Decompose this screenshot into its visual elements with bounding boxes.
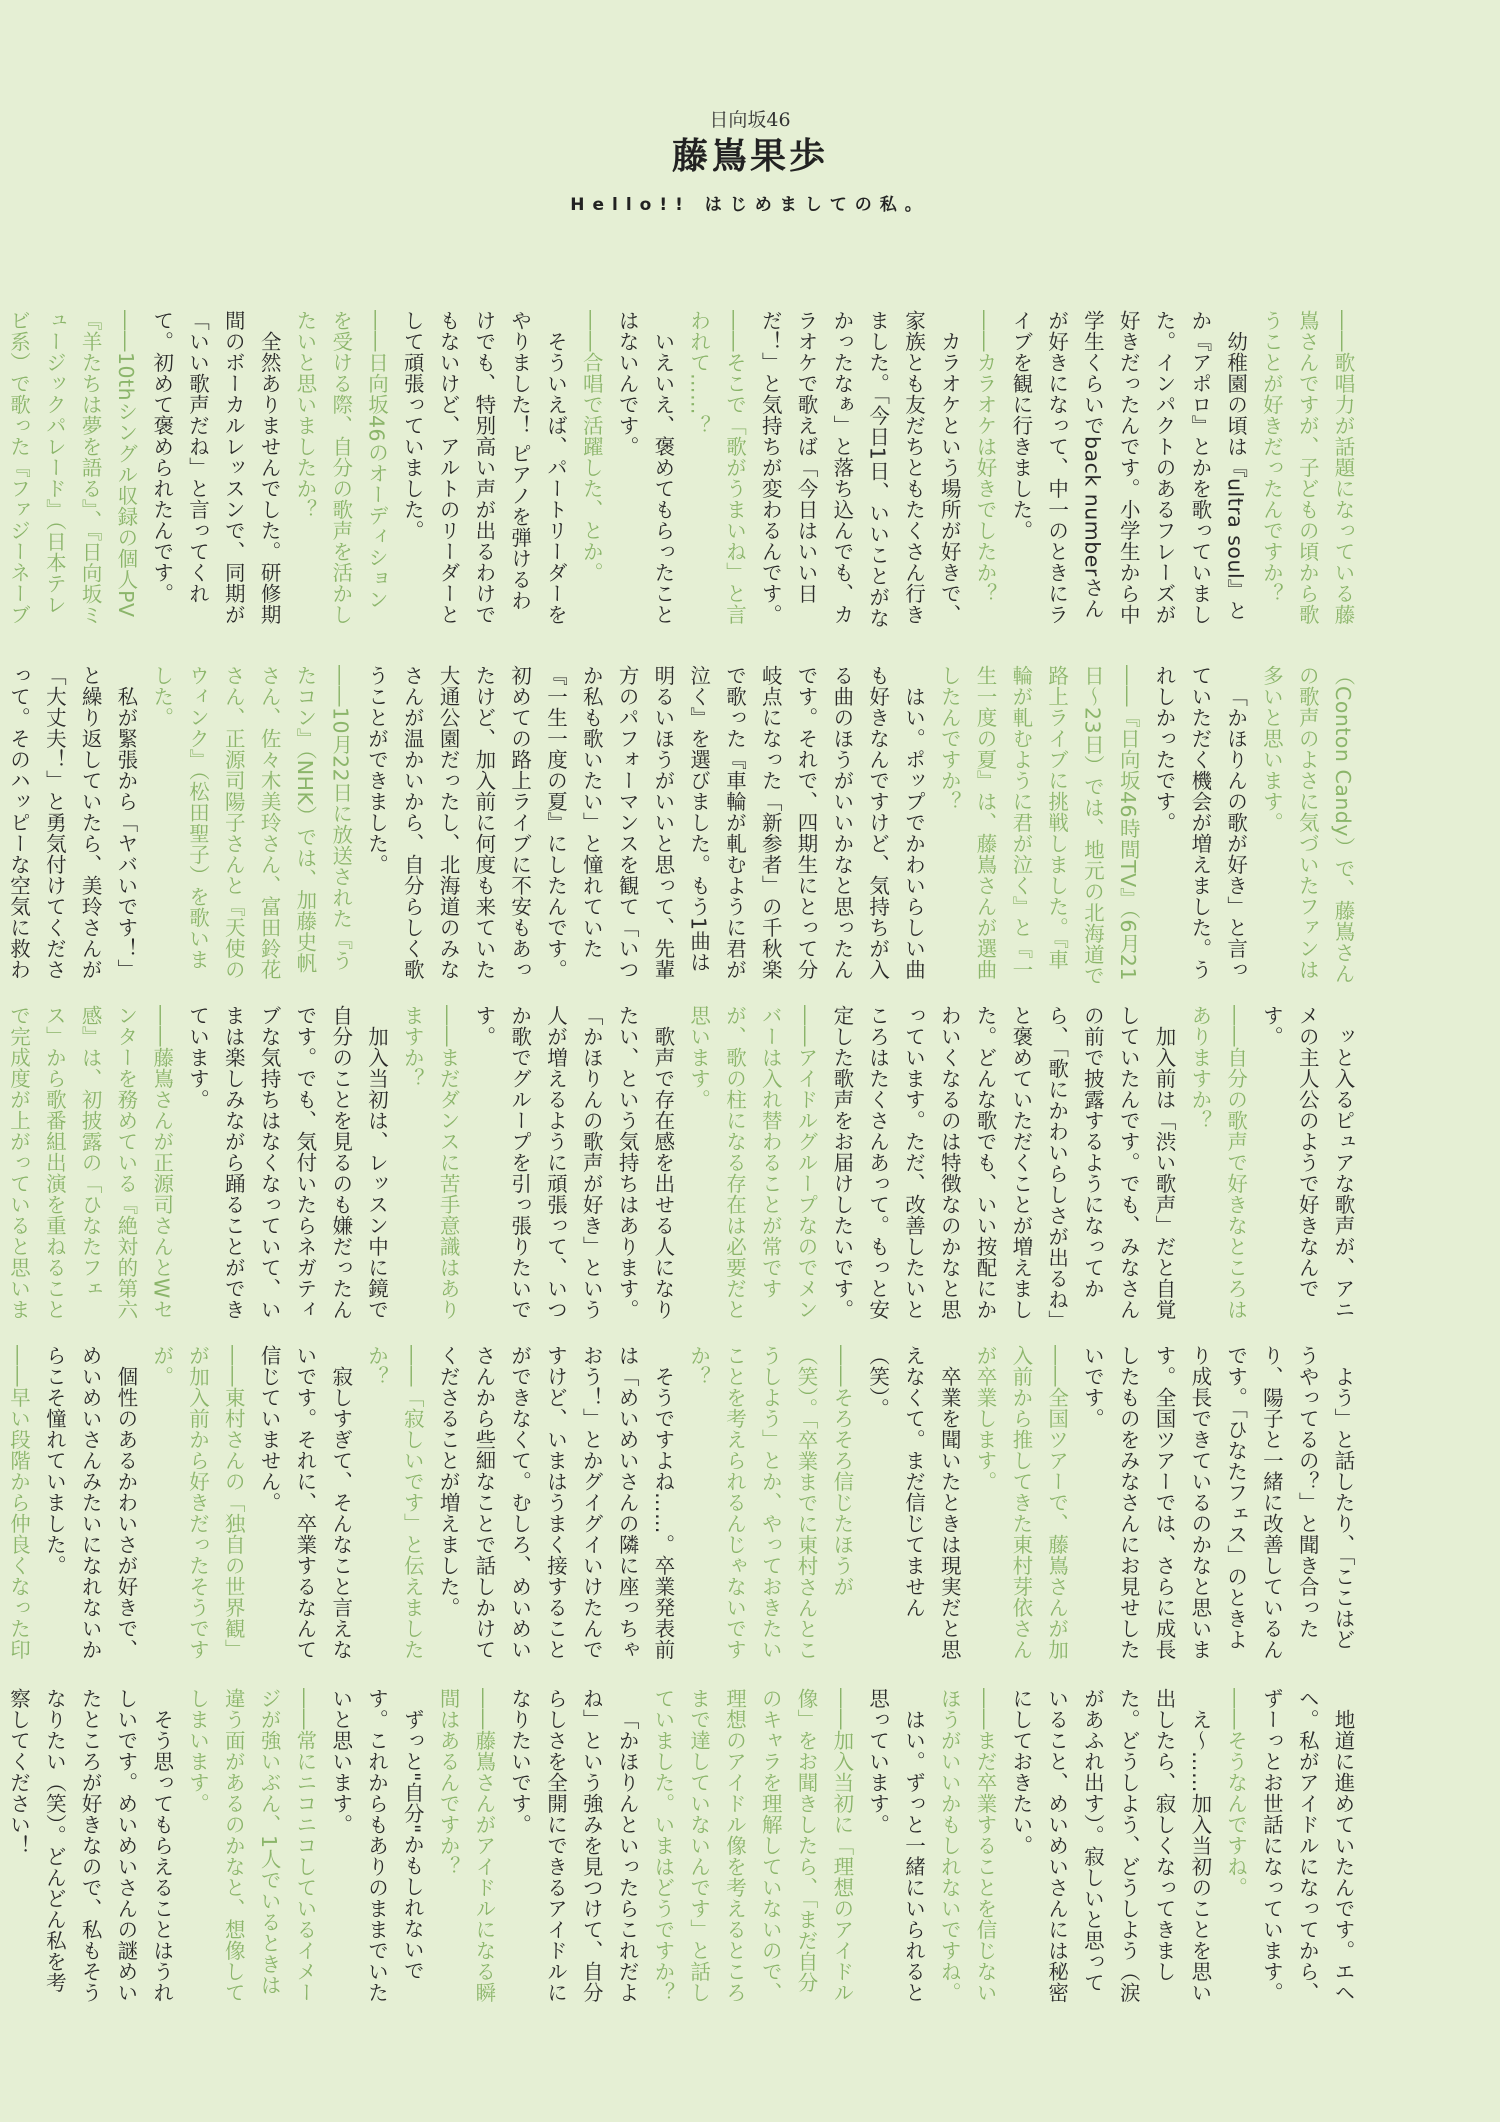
- interview-answer: 「かほりんといったらこれだよね」という強みを見つけて、自分らしさを全開にできるアイドルになりたいです。: [507, 1688, 640, 2003]
- interview-question: ――そこで「歌がうまいね」と言われて……？: [686, 310, 747, 625]
- interview-answer: 加入前は「渋い歌声」だと自覚していたんです。でも、みなさんの前で披露するようになってから、「歌にかわいらしさが出るね」と褒めていただくことが増えました。どんな歌でも、いい按配にかわいくなるのは特徴なのかなと思っています。ただ、改善したいところはたくさんあって。もっと安定した歌声をお届けしたいです。: [829, 1005, 1177, 1321]
- interview-question: ――そうなんですね。: [1223, 1688, 1248, 1898]
- text-block-4: [6, 1345, 1360, 1667]
- interview-question: （Conton Candy）で、藤嶌さんの歌声のよさに気づいたファンは多いと思います。: [1259, 665, 1355, 984]
- interview-answer: 地道に進めていたんです。エヘヘ。私がアイドルになってから、ずーっとお世話になっています。: [1259, 1688, 1355, 2003]
- interview-answer: よう」と話したり、「ここはどうやってるの？」と聞き合ったり、陽子と一緒に改善しているんです。「ひなたフェス」のときより成長できているのかなと思います。全国ツアーでは、さらに成長したものをみなさんにお見せしたいです。: [1080, 1345, 1355, 1660]
- interview-answer: そうですよね……。卒業発表前は「めいめいさんの隣に座っちゃおう！」とかグイグイいけたんですけど、いまはうまく接することができなくて。むしろ、めいめいさんから些細なことで話しかけてくださることが増えました。: [436, 1345, 675, 1660]
- interview-answer: カラオケという場所が好きで、家族とも友だちともたくさん行きました。「今日1日、いいことがなかったなぁ」と落ち込んでも、カラオケで歌えば「今日はいい日だ！」と気持ちが変わるんです。: [758, 310, 962, 629]
- interview-answer: ずっと"自分"かもしれないです。これからもありのままでいたいと思います。: [328, 1688, 425, 2003]
- interview-answer: はい。ポップでかわいらしい曲も好きなんですけど、気持ちが入る曲のほうがいいかなと思ったんです。それで、四期生にとって分岐点になった「新参者」の千秋楽で歌った『車輪が軋むように君が泣く』を選びました。もう1曲は明るいほうがいいと思って、先輩方のパフォーマンスを観て「いつか私も歌いたい」と憧れていた『一生一度の夏』にしたんです。初めての路上ライブに不安もあったけど、加入前に何度も来ていた大通公園だったし、北海道のみなさんが温かいから、自分らしく歌うことができました。: [364, 665, 926, 980]
- interview-question: ――加入当初に「理想のアイドル像」をお聞きしたら、「まだ自分のキャラを理解していないので、理想のアイドル像を考えるところまで達していないんです」と話していました。いまはどうですか？: [650, 1688, 854, 2003]
- interview-answer: 寂しすぎて、そんなこと言えないです。それに、卒業するなんて信じていません。: [257, 1345, 353, 1660]
- text-block-5: [6, 1688, 1360, 2010]
- interview-question: ――自分の歌声で好きなところはありますか？: [1187, 1005, 1248, 1320]
- interview-question: ――東村さんの「独自の世界観」が加入前から好きだったそうですが。: [149, 1345, 246, 1660]
- interview-question: ――10月22日に放送された『うたコン』（NHK）では、加藤史帆さん、佐々木美玲さん、富田鈴花さん、正源司陽子さんと『天使のウィンク』（松田聖子）を歌いました。: [149, 665, 353, 980]
- interview-answer: ッと入るピュアな歌声が、アニメの主人公のようで好きなんです。: [1259, 1005, 1355, 1320]
- interview-answer: 私が緊張から「ヤバいです！」と繰り返していたら、美玲さんが「大丈夫！」と勇気付けてくださって。そのハッピーな空気に救わ: [6, 665, 138, 980]
- interview-question: ――藤嶌さんが正源司さんとWセンターを務めている『絶対的第六感』は、初披露の「ひなたフェス」から歌番組出演を重ねることで完成度が上がっていると思いま: [6, 1005, 174, 1320]
- interview-question: ――合唱で活躍した、とか。: [579, 310, 604, 583]
- interview-answer: そう思ってもらえることはうれしいです。めいめいさんの謎めいたところが好きなので、私もそうなりたい（笑）。どんどん私を考察してください！: [6, 1688, 174, 2003]
- group-name: 日向坂46: [709, 109, 791, 131]
- interview-answer: 「かほりんの歌が好き」と言っていただく機会が増えました。うれしかったです。: [1152, 665, 1248, 980]
- member-name: 藤嶌果歩: [671, 135, 828, 177]
- interview-question: ――全国ツアーで、藤嶌さんが加入前から推してきた東村芽依さんが卒業します。: [973, 1345, 1069, 1660]
- interview-question: ――まだ卒業することを信じないほうがいいかもしれないですね。: [937, 1688, 998, 2003]
- interview-answer: はい。ずっと一緒にいられると思っています。: [865, 1688, 926, 2003]
- text-block-1: [6, 310, 1360, 630]
- interview-answer: え～……加入当初のことを思い出したら、寂しくなってきました。どうしよう、どうしよう（涙があふれ出す）。寂しいと思っていること、めいめいさんには秘密にしておきたい。: [1008, 1688, 1212, 2003]
- interview-question: ――まだダンスに苦手意識はありますか？: [400, 1005, 461, 1320]
- interview-question: ――10thシングル収録の個人PV『羊たちは夢を語る』、『日向坂ミュージックパレード』（日本テレビ系）で歌った『ファジーネーブ: [6, 310, 138, 626]
- interview-question: ――カラオケは好きでしたか？: [973, 310, 998, 604]
- interview-question: ――「寂しいです」と伝えましたか？: [364, 1345, 425, 1660]
- interview-answer: 卒業を聞いたときは現実だと思えなくて。まだ信じてません（笑）。: [865, 1345, 962, 1660]
- interview-question: ――藤嶌さんがアイドルになる瞬間はあるんですか？: [436, 1688, 496, 2003]
- interview-question: ――早い段階から仲良くなった印: [6, 1345, 31, 1660]
- interview-answer: 加入当初は、レッスン中に鏡で自分のことを見るのも嫌だったんです。でも、気付いたらネガティブな気持ちはなくなっていて、いまは楽しみながら踊ることができています。: [185, 1005, 389, 1320]
- interview-question: ――歌唱力が話題になっている藤嶌さんですが、子どもの頃から歌うことが好きだったんですか？: [1259, 310, 1355, 625]
- interview-question: ――日向坂46のオーディションを受ける際、自分の歌声を活かしたいと思いましたか？: [292, 310, 389, 625]
- interview-answer: そういえば、パートリーダーをやりました！ ピアノを弾けるわけでも、特別高い声が出るわけでもないけど、アルトのリーダーとして頑張っていました。: [400, 310, 568, 625]
- interview-answer: 全然ありませんでした。研修期間のボーカルレッスンで、同期が「いい歌声だね」と言ってくれて。初めて褒められたんです。: [149, 310, 282, 625]
- interview-question: ――そろそろ信じたほうが（笑）。「卒業までに東村さんとこうしよう」とか、やっておきたいことを考えられるんじゃないですか？: [686, 1345, 854, 1661]
- interview-question: ――『日向坂46時間TV』（6月21日～23日）では、地元の北海道で路上ライブに挑戦しました。『車輪が軋むように君が泣く』と『一生一度の夏』は、藤嶌さんが選曲したんですか？: [937, 665, 1141, 987]
- text-block-2: [6, 665, 1360, 987]
- interview-answer: 個性のあるかわいさが好きで、めいめいさんみたいになれないからこそ憧れていました。: [42, 1345, 138, 1660]
- interview-question: ――アイドルグループなのでメンバーは入れ替わることが常ですが、歌の柱になる存在は必要だと思います。: [686, 1005, 819, 1320]
- interview-answer: 歌声で存在感を出せる人になりたい、という気持ちはあります。「かほりんの歌声が好き」という人が増えるように頑張って、いつか歌でグループを引っ張りたいです。: [471, 1005, 675, 1320]
- interview-answer: 幼稚園の頃は『ultra soul』とか『アポロ』とかを歌っていました。インパクトのあるフレーズが好きだったんです。小学生から中学生くらいでback numberさんが好きになって、中一のときにライブを観に行きました。: [1008, 310, 1248, 625]
- interview-answer: いえいえ、褒めてもらったことはないんです。: [615, 310, 675, 625]
- interview-question: ――常にニコニコしているイメージが強いぶん、1人でいるときは違う面があるのかなと、想像してしまいます。: [185, 1688, 317, 2003]
- text-block-3: [6, 1005, 1360, 1325]
- article-subtitle: Hello!! はじめましての私。: [570, 195, 930, 215]
